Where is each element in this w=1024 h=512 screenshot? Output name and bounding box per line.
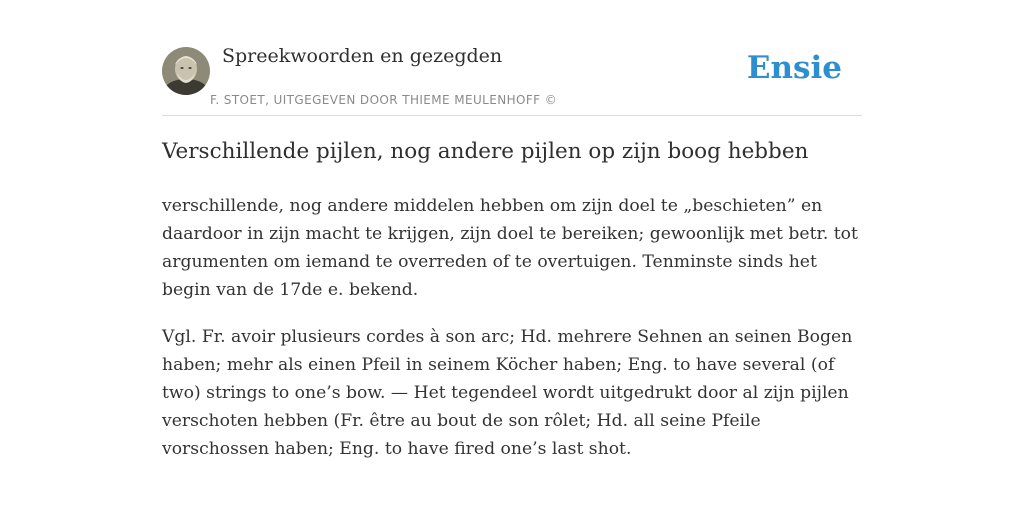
dictionary-title[interactable]: Spreekwoorden en gezegden	[222, 45, 503, 67]
ensie-logo[interactable]: Ensie	[746, 50, 842, 86]
entry-definition: verschillende, nog andere middelen hebben om zijn doel te „beschieten” en daardoor in zijn macht te krijgen, zijn doel te bereiken; gewoonlijk met betr. tot argumenten om iemand te overreden of te overtuigen. Tenminste sinds het begin van de 17de e. bekend.	[162, 196, 858, 300]
entry-title: Verschillende pijlen, nog andere pijlen op zijn boog hebben	[162, 139, 809, 164]
entry-comparison: Vgl. Fr. avoir plusieurs cordes à son arc; Hd. mehrere Sehnen an seinen Bogen haben; mehr als einen Pfeil in seinem Köcher haben; Eng. to have several (of two) strings to one’s bow. — Het tegendeel wordt uitgedrukt door al zijn pijlen verschoten hebben (Fr. être au bout de son rôlet; Hd. all seine Pfeile vorschossen haben; Eng. to have fired one’s last shot.	[162, 327, 853, 459]
dictionary-header	[162, 44, 862, 116]
dictionary-credit: F. STOET, UITGEGEVEN DOOR THIEME MEULENHOFF ©	[210, 93, 558, 107]
author-portrait-icon[interactable]	[162, 47, 210, 95]
